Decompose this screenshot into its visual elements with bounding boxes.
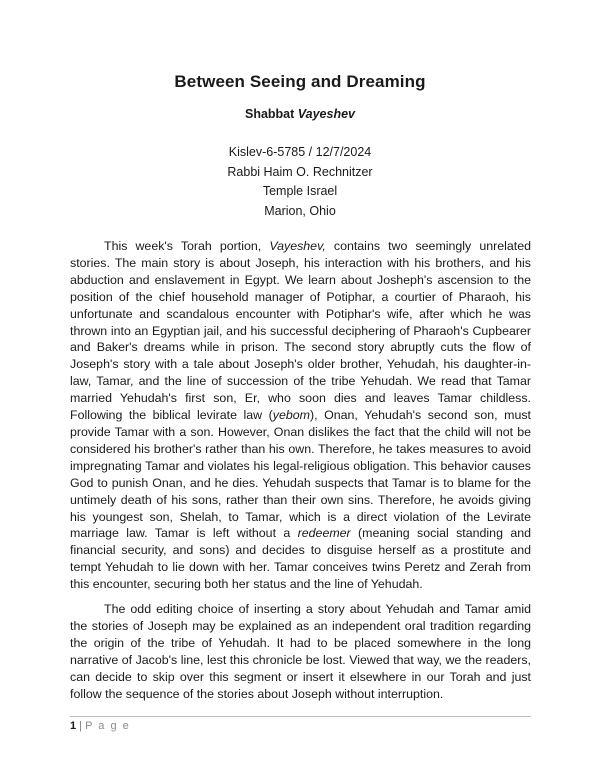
- sermon-meta: [0, 143, 600, 221]
- paragraph-1-text-b: contains two seemingly unrelated stories. The main story is about Joseph, his interaction with his brothers, and his abduction and enslavement in Egypt. We learn about Josheph's ascension to the position of the chief household manager of Potiphar, a courtier of Pharaoh, his unfortunate and scandalous encounter with Potiphar's wife, after which he was thrown into an Egyptian jail, and his successful deciphering of Pharaoh's Cupbearer and Baker's dreams while in prison. The second story abruptly cuts the flow of Joseph's story with a tale about Joseph's older brother, Yehudah, his daughter-in-law, Tamar, and the line of succession of the tribe Yehudah. We read that Tamar married Yehudah's first son, Er, who soon dies and leaves Tamar childless. Following the biblical levirate law (: [70, 239, 531, 423]
- paragraph-1-text-a: This week's Torah portion,: [104, 239, 270, 253]
- paragraph-1-text-c: ), Onan, Yehudah's second son, must provide Tamar with a son. However, Onan dislikes the fact that the child will not be considered his brother's rather than his own. Therefore, he takes measures to avoid impregnating Tamar and violates his legal-religious obligation. This behavior causes God to punish Onan, and he dies. Yehudah suspects that Tamar is to blame for the untimely death of his sons, rather than their own sins. Therefore, he avoids giving his youngest son, Shelah, to Tamar, which is a direct violation of the Levirate marriage law. Tamar is left without a: [70, 408, 531, 541]
- page-footer: [70, 716, 531, 732]
- sermon-date: Kislev-6-5785 / 12/7/2024: [228, 145, 372, 159]
- paragraph-1-emphasis-redeemer: redeemer: [297, 526, 351, 541]
- page-title: Between Seeing and Dreaming: [174, 72, 426, 91]
- sermon-body: [70, 238, 531, 710]
- paragraph-1: [70, 238, 531, 593]
- subtitle-prefix: Shabbat: [244, 107, 298, 121]
- parsha-name: Vayeshev: [297, 107, 356, 121]
- paragraph-2: The odd editing choice of inserting a story about Yehudah and Tamar amid the stories of Joseph may be explained as an independent oral tradition regarding the origin of the tribe of Yehudah. It had to be placed somewhere in the long narrative of Jacob's line, lest this chronicle be lost. Viewed that way, we the readers, can decide to skip over this segment or insert it elsewhere in our Torah and just follow the sequence of the stories about Joseph without interruption.: [70, 602, 531, 701]
- paragraph-1-emphasis-yebom: yebom: [272, 408, 310, 423]
- page-number: 1: [70, 720, 77, 732]
- paragraph-1-emphasis-vayeshev: Vayeshev,: [269, 239, 326, 253]
- paragraph-1-text-d: (meaning social standing and financial security, and sons) and decides to disguise herself as a prostitute and tempt Yehudah to lie down with her. Tamar conceives twins Peretz and Zerah from this encounter, securing both her status and the line of Yehudah.: [70, 526, 531, 592]
- congregation-name: Temple Israel: [262, 184, 338, 198]
- author-name: Rabbi Haim O. Rechnitzer: [227, 164, 373, 179]
- page-label: P a g e: [85, 720, 131, 732]
- location: Marion, Ohio: [264, 203, 336, 218]
- footer-separator: |: [76, 720, 86, 732]
- subtitle: [0, 107, 600, 121]
